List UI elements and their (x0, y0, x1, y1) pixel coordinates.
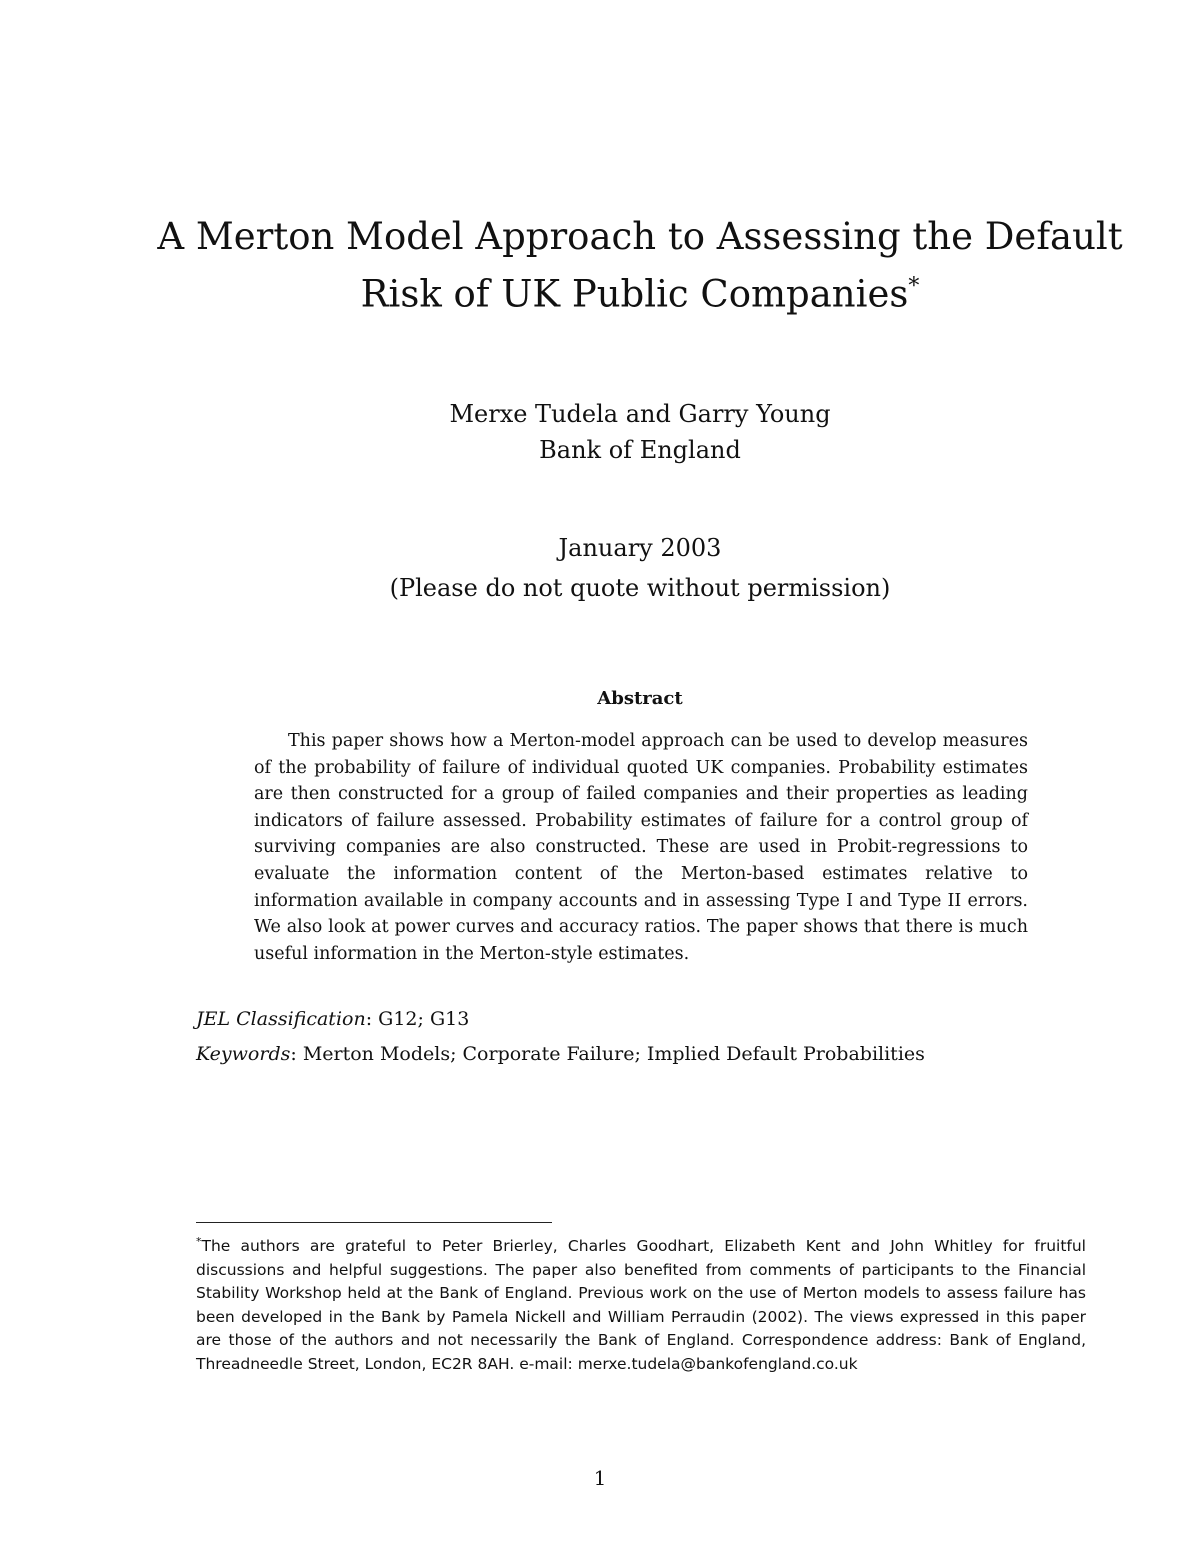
title-line-2 (120, 262, 1160, 319)
quote-notice: (Please do not quote without permission) (389, 574, 891, 602)
author-names: Merxe Tudela and Garry Young (449, 400, 831, 428)
keywords (196, 1043, 1096, 1065)
abstract-heading: Abstract (597, 688, 683, 709)
abstract-body: This paper shows how a Merton-model approach can be used to develop measures of the probability of failure of individual quoted UK companies. Probability estimates are then constructed for a group of failed companies and their properties as leading indicators of failure assessed. Probability estimates of failure for a control group of surviving companies are also constructed. These are used in Probit-regressions to evaluate the information content of the Merton-based estimates relative to information available in company accounts and in assessing Type I and Type II errors. We also look at power curves and accuracy ratios. The paper shows that there is much useful information in the Merton-style estimates. (254, 731, 1028, 964)
footnote-rule (196, 1222, 552, 1223)
title-line-2-text: Risk of UK Public Companies (360, 272, 909, 316)
keywords-value: : Merton Models; Corporate Failure; Implied Default Probabilities (290, 1043, 925, 1065)
footnote-marker: * (196, 1235, 202, 1248)
jel-label: JEL Classification (196, 1008, 366, 1030)
date-block (140, 528, 1140, 608)
footnote-text: The authors are grateful to Peter Brierley, Charles Goodhart, Elizabeth Kent and John Whitley for fruitful discussions and helpful suggestions. The paper also benefited from comments of participants to the Financial Stability Workshop held at the Bank of England. Previous work on the use of Merton models to assess failure has been developed in the Bank by Pamela Nickell and William Perraudin (2002). The views expressed in this paper are those of the authors and not necessarily the Bank of England. Correspondence address: Bank of England, Threadneedle Street, London, EC2R 8AH. e-mail: merxe.tudela@bankofengland.co.uk (196, 1237, 1086, 1373)
jel-classification (196, 1008, 1096, 1030)
author-block (140, 396, 1140, 468)
title-footnote-marker: * (908, 274, 920, 299)
footnote (196, 1230, 1086, 1376)
paper-date: January 2003 (558, 534, 722, 562)
keywords-label: Keywords (196, 1043, 291, 1065)
jel-value: : G12; G13 (365, 1008, 470, 1030)
paper-title (120, 212, 1160, 319)
title-line-1: A Merton Model Approach to Assessing the Default (157, 215, 1123, 258)
author-affiliation: Bank of England (539, 436, 741, 464)
page-number: 1 (593, 1466, 607, 1490)
